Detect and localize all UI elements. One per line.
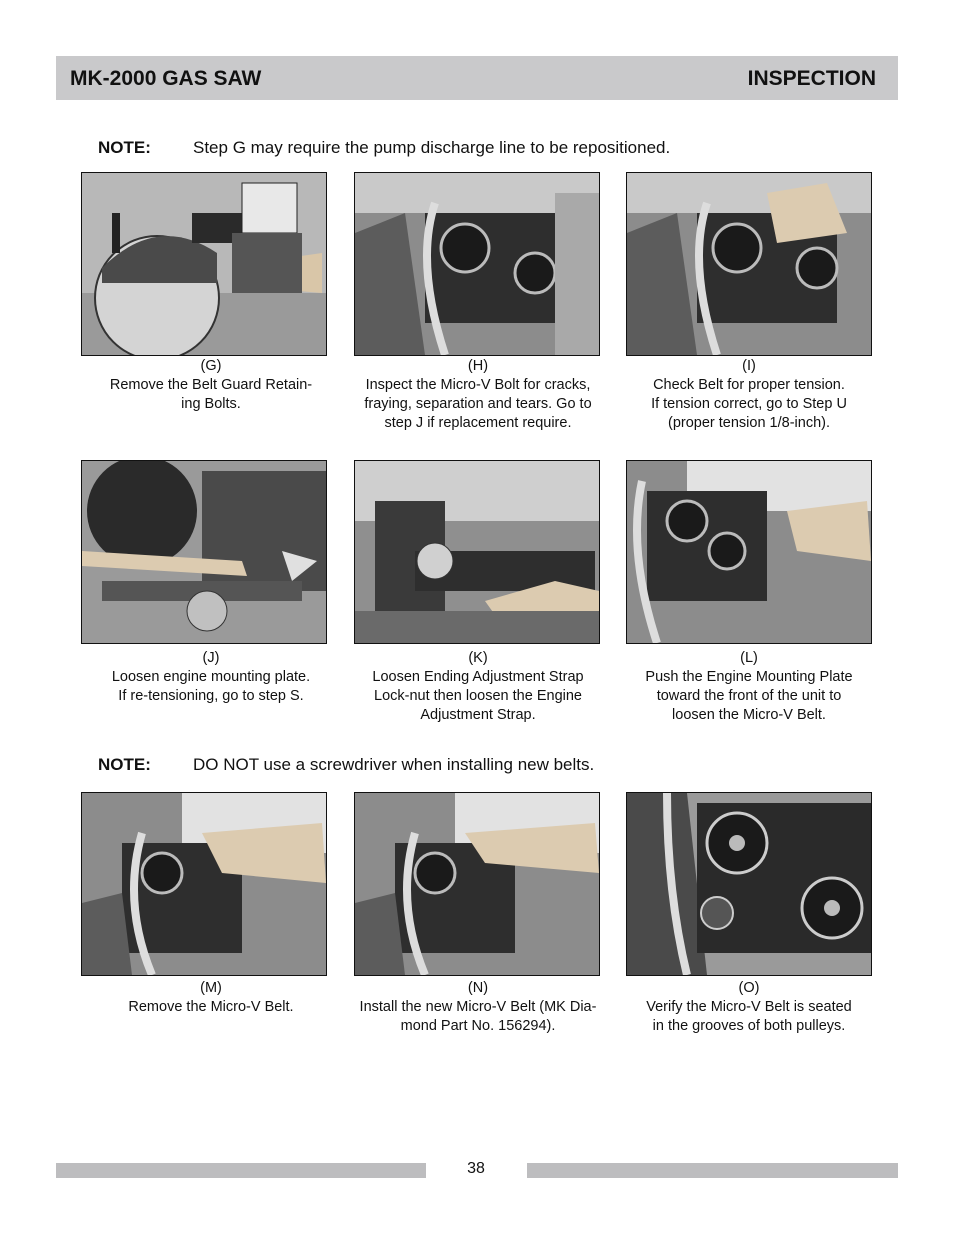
step-text: Install the new Micro-V Belt (MK Dia-: [359, 999, 597, 1015]
step-text: Lock-nut then loosen the Engine: [374, 688, 582, 704]
step-text: fraying, separation and tears. Go to: [364, 396, 592, 412]
seated-belt-illustration: [627, 793, 871, 975]
caption-step-k: [343, 649, 613, 725]
photo-step-j: [81, 460, 327, 644]
step-text: step J if replacement require.: [384, 415, 572, 431]
step-text: (proper tension 1/8-inch).: [668, 415, 830, 431]
photo-step-k: [354, 460, 600, 644]
step-letter: (K): [468, 650, 488, 666]
step-text: Remove the Micro-V Belt.: [128, 999, 294, 1015]
note-text: DO NOT use a screwdriver when installing new belts.: [193, 755, 595, 774]
caption-step-o: [614, 979, 884, 1036]
section-title: INSPECTION: [747, 67, 876, 90]
step-letter: (J): [202, 650, 220, 666]
step-text: Verify the Micro-V Belt is seated: [646, 999, 852, 1015]
header-bar: [56, 56, 898, 100]
step-text: mond Part No. 156294).: [400, 1018, 556, 1034]
note-label: NOTE:: [98, 755, 151, 774]
step-text: Inspect the Micro-V Bolt for cracks,: [365, 377, 591, 393]
step-letter: (L): [740, 650, 758, 666]
step-text: in the grooves of both pulleys.: [652, 1018, 846, 1034]
photo-step-l: [626, 460, 872, 644]
photo-step-g: [81, 172, 327, 356]
footer-bar-right: [527, 1163, 898, 1178]
caption-step-j: [76, 649, 346, 706]
saw-blade-illustration: [82, 173, 326, 355]
step-text: Loosen engine mounting plate.: [111, 669, 311, 685]
note-label: NOTE:: [98, 138, 151, 157]
mounting-plate-illustration: [627, 461, 871, 643]
engine-plate-illustration: [82, 461, 326, 643]
caption-step-i: [614, 357, 884, 433]
photo-step-n: [354, 792, 600, 976]
step-letter: (N): [467, 980, 489, 996]
page-number: 38: [467, 1160, 485, 1177]
caption-step-l: [614, 649, 884, 725]
photo-step-m: [81, 792, 327, 976]
caption-step-h: [343, 357, 613, 433]
note-text: Step G may require the pump discharge line to be repositioned.: [193, 138, 671, 157]
step-letter: (O): [738, 980, 760, 996]
step-letter: (M): [200, 980, 222, 996]
step-text: loosen the Micro-V Belt.: [672, 707, 826, 723]
photo-step-i: [626, 172, 872, 356]
step-text: Remove the Belt Guard Retain-: [109, 377, 313, 393]
step-text: Loosen Ending Adjustment Strap: [372, 669, 584, 685]
photo-step-o: [626, 792, 872, 976]
install-belt-illustration: [355, 793, 599, 975]
belt-tension-illustration: [627, 173, 871, 355]
step-text: Push the Engine Mounting Plate: [645, 669, 853, 685]
photo-step-h: [354, 172, 600, 356]
step-text: If re-tensioning, go to step S.: [118, 688, 304, 704]
remove-belt-illustration: [82, 793, 326, 975]
belt-pulleys-illustration: [355, 173, 599, 355]
step-letter: (I): [742, 358, 756, 374]
step-letter: (G): [200, 358, 222, 374]
step-letter: (H): [467, 358, 489, 374]
caption-step-m: [76, 979, 346, 1017]
step-text: If tension correct, go to Step U: [651, 396, 847, 412]
step-text: ing Bolts.: [181, 396, 241, 412]
caption-step-n: [343, 979, 613, 1036]
document-title: MK-2000 GAS SAW: [70, 67, 262, 90]
step-text: Check Belt for proper tension.: [653, 377, 845, 393]
step-text: Adjustment Strap.: [420, 707, 536, 723]
adjustment-strap-illustration: [355, 461, 599, 643]
caption-step-g: [76, 357, 346, 414]
footer-bar-left: [56, 1163, 426, 1178]
step-text: toward the front of the unit to: [656, 688, 842, 704]
